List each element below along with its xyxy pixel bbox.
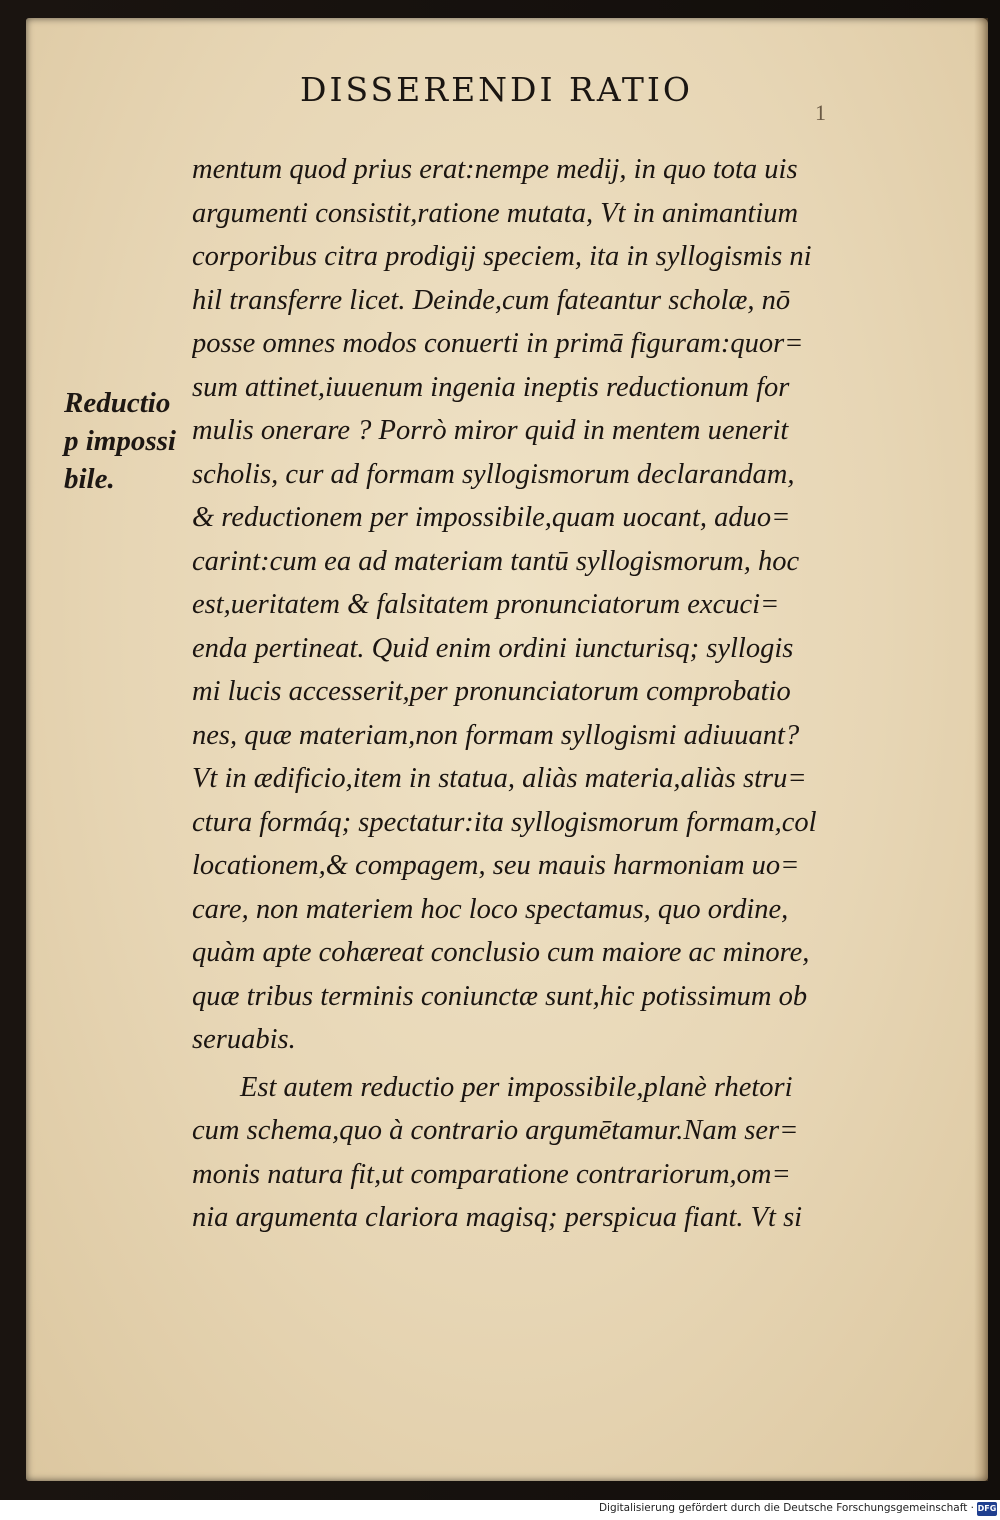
text-line: mentum quod prius erat:nempe medij, in quo tota uis <box>192 154 798 185</box>
margin-note-line: Reductio <box>64 387 171 419</box>
text-line: est,ueritatem & falsitatem pronunciatorum excuci= <box>192 589 780 620</box>
text-line: care, non materiem hoc loco spectamus, quo ordine, <box>192 893 789 925</box>
text-line: mi lucis accesserit,per pronunciatorum comprobatio <box>192 676 791 707</box>
text-line: enda pertineat. Quid enim ordini iuncturisq; syllogis <box>192 632 794 664</box>
text-line: Est autem reductio per impossibile,planè rhetori <box>240 1071 793 1103</box>
text-line: carint:cum ea ad materiam tantū syllogismorum, hoc <box>192 545 800 577</box>
text-line: posse omnes modos conuerti in primā figuram:quor= <box>192 328 804 359</box>
text-line: hil transferre licet. Deinde,cum fateantur scholæ, nō <box>192 284 791 316</box>
main-text <box>192 148 912 1240</box>
running-head: DISSERENDI RATIO <box>300 70 693 109</box>
footer-credit: Digitalisierung gefördert durch die Deutsche Forschungsgemeinschaft · <box>598 1502 974 1514</box>
footer-bar <box>0 1500 1000 1520</box>
text-line: seruabis. <box>192 1024 296 1055</box>
text-line: monis natura fit,ut comparatione contrariorum,om= <box>192 1158 791 1190</box>
text-line: mulis onerare ? Porrò miror quid in mentem uenerit <box>192 415 789 446</box>
text-line: ctura formáq; spectatur:ita syllogismorum formam,col <box>192 806 817 838</box>
folio-mark: 1 <box>815 100 826 125</box>
text-line: sum attinet,iuuenum ingenia ineptis reductionum for <box>192 371 790 403</box>
text-line: quàm apte cohæreat conclusio cum maiore ac minore, <box>192 937 810 968</box>
text-line: locationem,& compagem, seu mauis harmoniam uo= <box>192 850 800 881</box>
page-edge-shadow <box>974 18 988 1481</box>
text-line: scholis, cur ad formam syllogismorum declarandam, <box>192 458 795 490</box>
text-line: cum schema,quo à contrario argumētamur.Nam ser= <box>192 1115 799 1146</box>
text-line: quæ tribus terminis coniunctæ sunt,hic potissimum ob <box>192 980 808 1012</box>
text-line: nes, quæ materiam,non formam syllogismi adiuuant? <box>192 719 800 751</box>
text-line: argumenti consistit,ratione mutata, Vt in animantium <box>192 197 799 229</box>
text-line: & reductionem per impossibile,quam uocant, aduo= <box>192 502 791 533</box>
text-line: corporibus citra prodigij speciem, ita in syllogismis ni <box>192 241 812 272</box>
dfg-logo-icon[interactable]: DFG <box>977 1502 997 1516</box>
text-line: nia argumenta clariora magisq; perspicua fiant. Vt si <box>192 1202 803 1233</box>
text-line: Vt in ædificio,item in statua, aliàs materia,aliàs stru= <box>192 763 807 794</box>
margin-note-line: p impossi <box>64 425 176 457</box>
margin-note-line: bile. <box>64 463 115 495</box>
